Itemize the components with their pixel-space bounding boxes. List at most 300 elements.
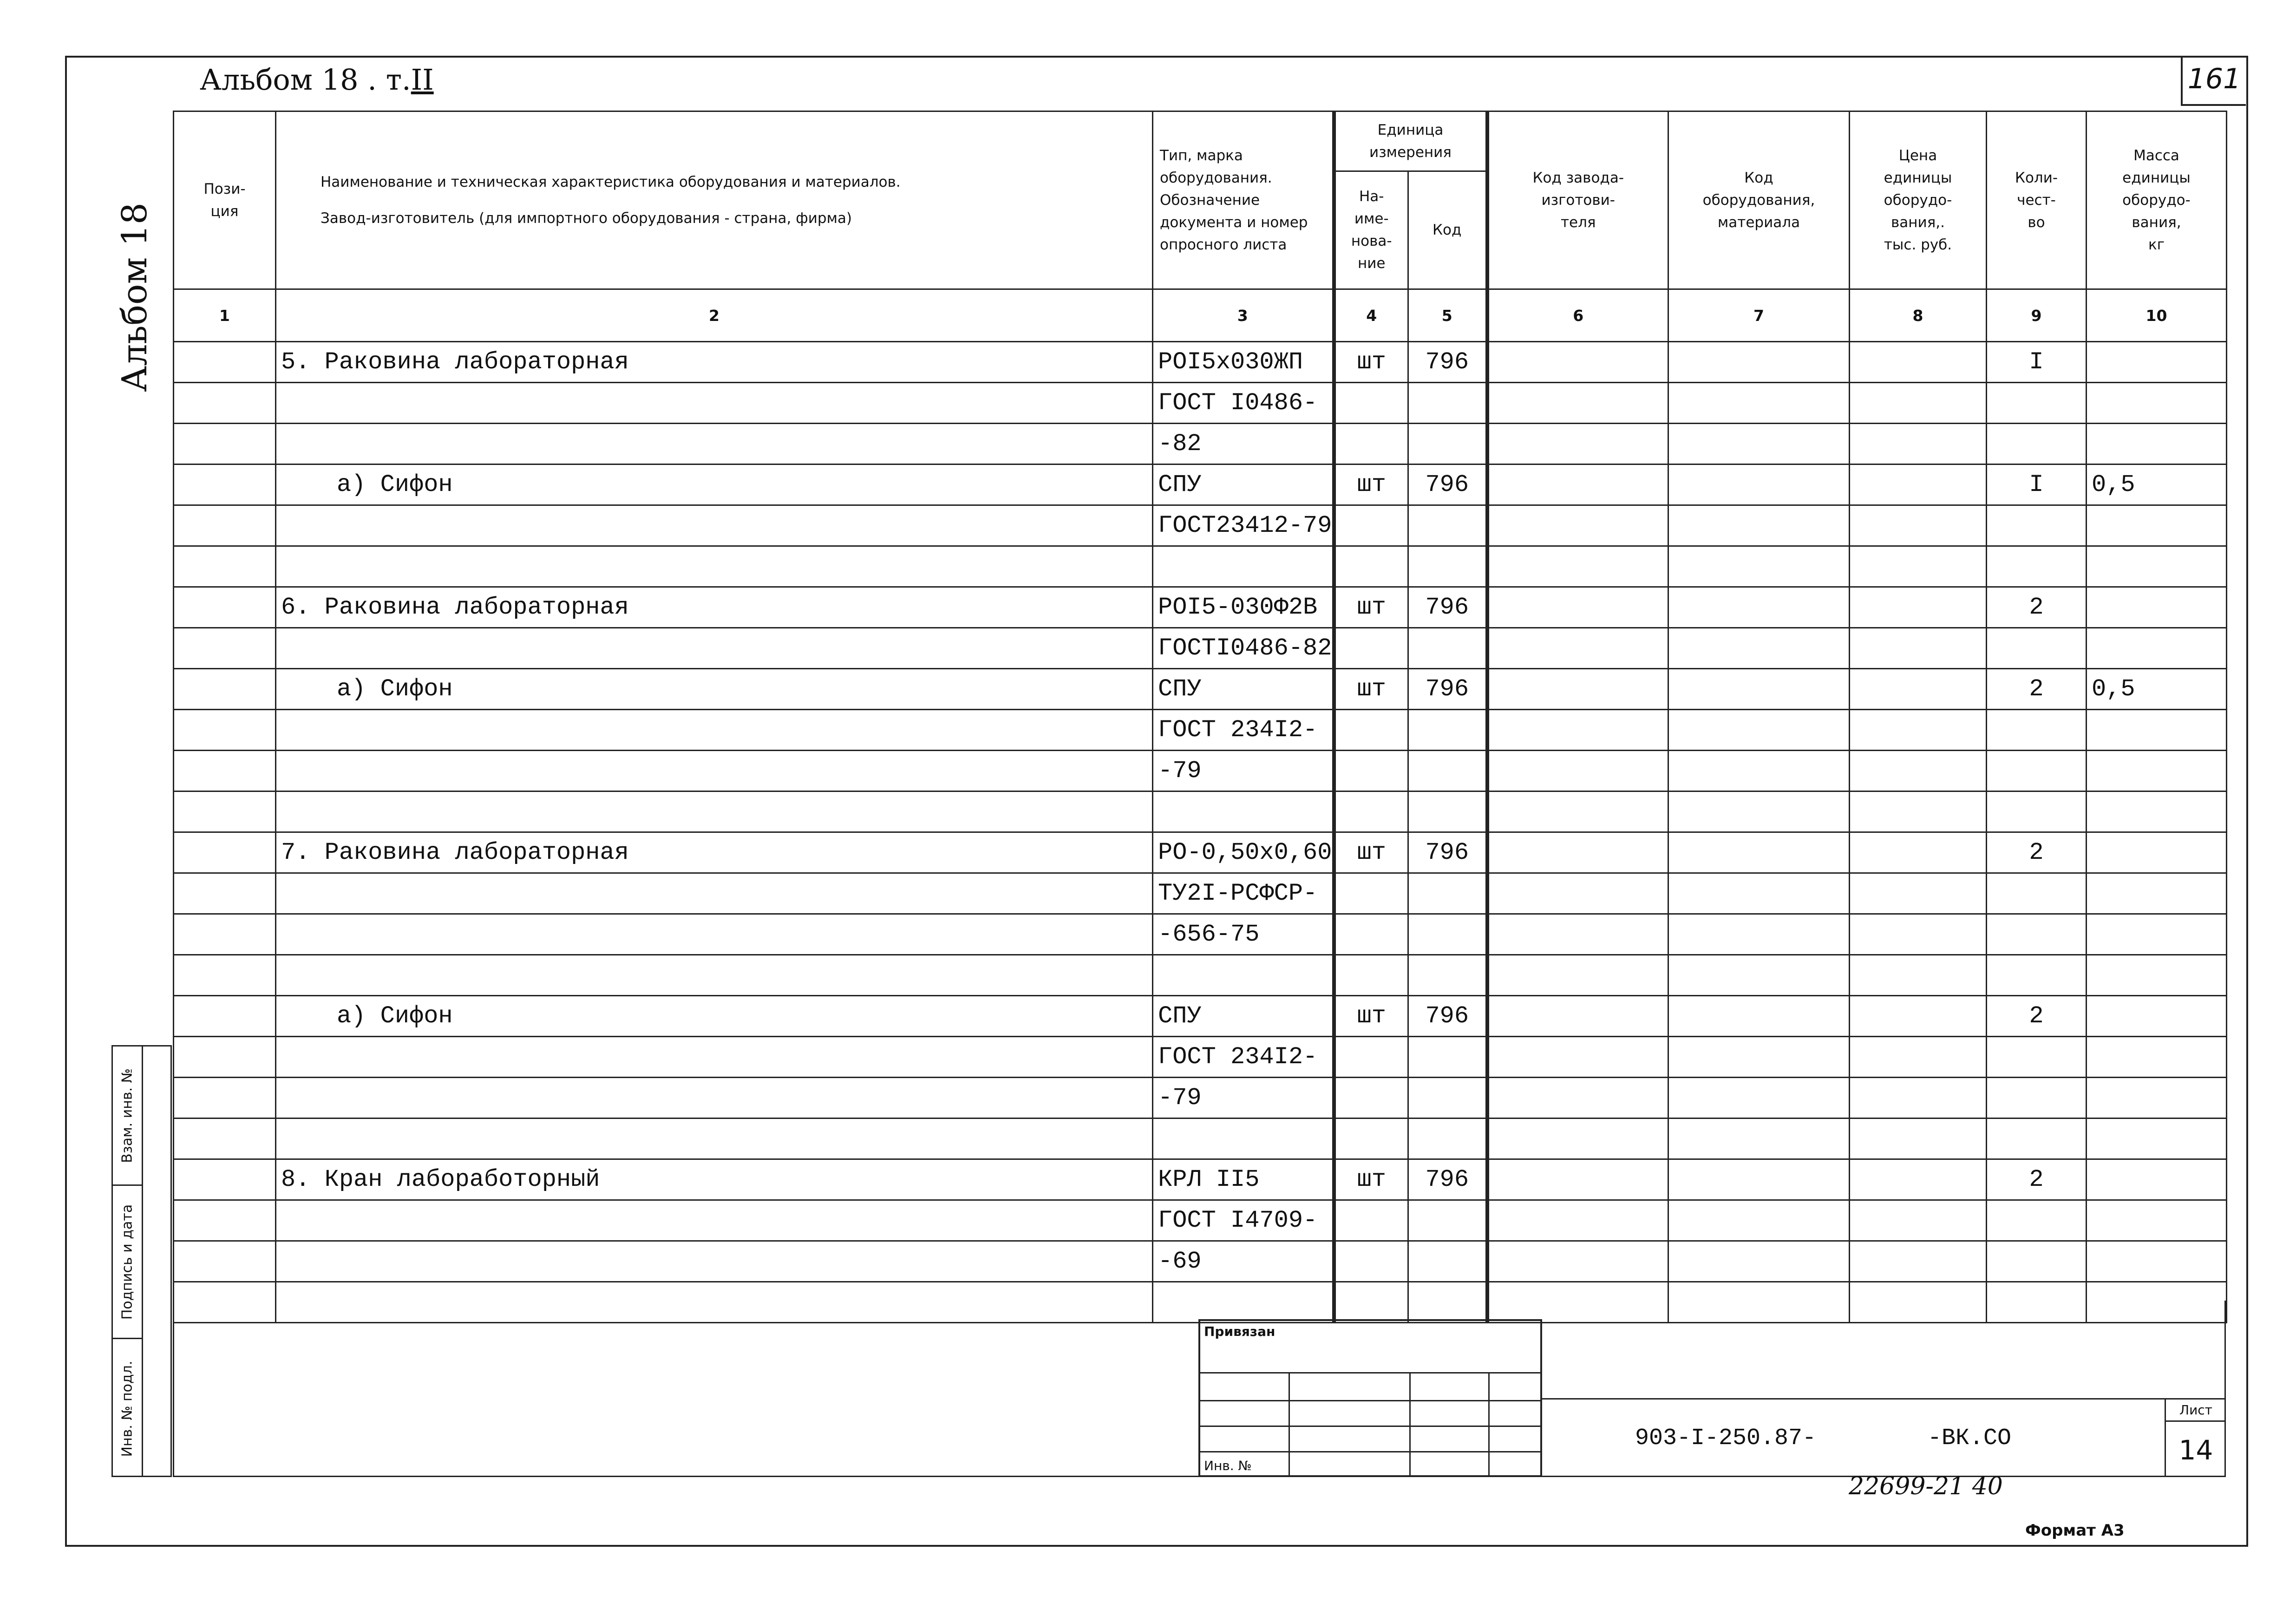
cell-type: -69 (1153, 1241, 1334, 1282)
cell-equipment-code (1668, 751, 1850, 791)
cell-position (174, 873, 276, 914)
cell-mass (2087, 955, 2227, 996)
cell-quantity (1987, 914, 2087, 955)
cell-equipment-code (1668, 955, 1850, 996)
cell-mass (2087, 873, 2227, 914)
cell-price (1850, 832, 1987, 873)
cell-mass (2087, 1037, 2227, 1078)
side-stamp-inv (113, 1339, 142, 1478)
cell-mass (2087, 505, 2227, 546)
cell-factory-code (1487, 628, 1668, 669)
cell-name (276, 873, 1153, 914)
col-num-3: 3 (1153, 289, 1334, 342)
cell-position (174, 710, 276, 751)
cell-price (1850, 342, 1987, 383)
cell-unit-name (1334, 873, 1408, 914)
cell-price (1850, 1078, 1987, 1118)
cell-unit-code (1408, 873, 1487, 914)
table-row (174, 669, 2227, 710)
cell-quantity: 2 (1987, 1159, 2087, 1200)
cell-equipment-code (1668, 546, 1850, 587)
side-album-text: Альбом 18 (115, 203, 155, 392)
cell-position (174, 669, 276, 710)
cell-unit-code (1408, 546, 1487, 587)
cell-unit-code: 796 (1408, 832, 1487, 873)
cell-price (1850, 546, 1987, 587)
cell-type (1153, 1118, 1334, 1159)
cell-name (276, 424, 1153, 464)
cell-price (1850, 1241, 1987, 1282)
list-box (2165, 1398, 2226, 1477)
format-label: Формат А3 (2025, 1521, 2125, 1540)
list-label: Лист (2166, 1402, 2226, 1422)
cell-equipment-code (1668, 791, 1850, 832)
cell-factory-code (1487, 505, 1668, 546)
cell-position (174, 342, 276, 383)
cell-factory-code (1487, 914, 1668, 955)
table-row (174, 628, 2227, 669)
cell-name (276, 1037, 1153, 1078)
cell-position (174, 1037, 276, 1078)
header-quantity: Коли- чест- во (1987, 111, 2087, 289)
cell-unit-name (1334, 1241, 1408, 1282)
table-row (174, 505, 2227, 546)
cell-unit-name (1334, 1200, 1408, 1241)
cell-type: ГОСТ23412-79 (1153, 505, 1334, 546)
cell-equipment-code (1668, 587, 1850, 628)
header-factory-code: Код завода- изготови- теля (1487, 111, 1668, 289)
cell-unit-name: шт (1334, 464, 1408, 505)
cell-name (276, 505, 1153, 546)
cell-price (1850, 955, 1987, 996)
cell-name (276, 914, 1153, 955)
cell-name: а) Сифон (276, 996, 1153, 1037)
cell-position (174, 1159, 276, 1200)
cell-unit-code (1408, 710, 1487, 751)
cell-unit-name (1334, 383, 1408, 424)
table-row (174, 1159, 2227, 1200)
cell-quantity (1987, 1200, 2087, 1241)
cell-type: -656-75 (1153, 914, 1334, 955)
col-num-8: 8 (1850, 289, 1987, 342)
cell-type: -79 (1153, 751, 1334, 791)
cell-position (174, 1241, 276, 1282)
table-row (174, 791, 2227, 832)
header-type: Тип, марка оборудования. Обозначение документа и номер опросного листа (1153, 111, 1334, 289)
col-num-6: 6 (1487, 289, 1668, 342)
cell-position (174, 424, 276, 464)
table-row (174, 587, 2227, 628)
cell-factory-code (1487, 587, 1668, 628)
cell-position (174, 1200, 276, 1241)
col-num-2: 2 (276, 289, 1153, 342)
cell-unit-code (1408, 1037, 1487, 1078)
cell-position (174, 955, 276, 996)
cell-price (1850, 587, 1987, 628)
cell-unit-name (1334, 424, 1408, 464)
cell-equipment-code (1668, 914, 1850, 955)
cell-unit-code: 796 (1408, 996, 1487, 1037)
cell-unit-code (1408, 1078, 1487, 1118)
cell-equipment-code (1668, 669, 1850, 710)
side-stamp-inv-text: Инв. № подл. (119, 1360, 136, 1457)
cell-type: СПУ (1153, 464, 1334, 505)
cell-name: 8. Кран лабоработорный (276, 1159, 1153, 1200)
cell-type (1153, 546, 1334, 587)
cell-unit-name: шт (1334, 996, 1408, 1037)
cell-type (1153, 955, 1334, 996)
col-num-7: 7 (1668, 289, 1850, 342)
cell-factory-code (1487, 1118, 1668, 1159)
cell-unit-code (1408, 505, 1487, 546)
cell-unit-name: шт (1334, 587, 1408, 628)
cell-position (174, 791, 276, 832)
col-num-9: 9 (1987, 289, 2087, 342)
cell-quantity (1987, 546, 2087, 587)
cell-factory-code (1487, 1200, 1668, 1241)
cell-unit-code: 796 (1408, 464, 1487, 505)
cell-factory-code (1487, 1241, 1668, 1282)
cell-type: ГОСТI0486-82 (1153, 628, 1334, 669)
cell-type: -79 (1153, 1078, 1334, 1118)
col-num-4: 4 (1334, 289, 1408, 342)
cell-price (1850, 383, 1987, 424)
cell-unit-code: 796 (1408, 587, 1487, 628)
registration-number: 22699-21 40 (1849, 1472, 2003, 1500)
cell-equipment-code (1668, 1037, 1850, 1078)
cell-mass (2087, 1078, 2227, 1118)
cell-name (276, 1118, 1153, 1159)
cell-type: СПУ (1153, 996, 1334, 1037)
cell-unit-code: 796 (1408, 342, 1487, 383)
cell-unit-name (1334, 751, 1408, 791)
cell-equipment-code (1668, 1200, 1850, 1241)
cell-price (1850, 1037, 1987, 1078)
cell-unit-code (1408, 914, 1487, 955)
cell-equipment-code (1668, 628, 1850, 669)
cell-factory-code (1487, 342, 1668, 383)
table-row (174, 996, 2227, 1037)
cell-factory-code (1487, 832, 1668, 873)
cell-mass: 0,5 (2087, 669, 2227, 710)
cell-mass (2087, 424, 2227, 464)
cell-unit-name (1334, 914, 1408, 955)
cell-price (1850, 669, 1987, 710)
header-unit-name: На- име- нова- ние (1334, 171, 1408, 289)
header-position: Пози- ция (174, 111, 276, 289)
cell-equipment-code (1668, 710, 1850, 751)
cell-name (276, 751, 1153, 791)
cell-factory-code (1487, 955, 1668, 996)
cell-factory-code (1487, 791, 1668, 832)
cell-type: РО-0,50х0,60 (1153, 832, 1334, 873)
cell-price (1850, 996, 1987, 1037)
cell-mass (2087, 832, 2227, 873)
header-name-line2: Завод-изготовитель (для импортного оборудования - страна, фирма) (321, 210, 852, 227)
document-code-left: 903-I-250.87- (1635, 1425, 1817, 1452)
cell-equipment-code (1668, 1241, 1850, 1282)
equipment-table (173, 111, 2227, 1323)
table-body (174, 342, 2227, 1323)
cell-name: 6. Раковина лабораторная (276, 587, 1153, 628)
cell-quantity: I (1987, 342, 2087, 383)
side-stamp-vzam-text: Взам. инв. № (119, 1068, 136, 1163)
cell-factory-code (1487, 464, 1668, 505)
cell-factory-code (1487, 383, 1668, 424)
side-stamp-vzam (113, 1047, 142, 1186)
cell-price (1850, 710, 1987, 751)
cell-quantity (1987, 1037, 2087, 1078)
side-album-label (98, 204, 172, 390)
cell-type: РОI5х030ЖП (1153, 342, 1334, 383)
table-row (174, 1200, 2227, 1241)
cell-mass (2087, 1200, 2227, 1241)
cell-factory-code (1487, 996, 1668, 1037)
table-row (174, 424, 2227, 464)
cell-mass (2087, 914, 2227, 955)
cell-name (276, 791, 1153, 832)
cell-factory-code (1487, 710, 1668, 751)
table-row (174, 342, 2227, 383)
cell-unit-name (1334, 710, 1408, 751)
document-code-box (1542, 1398, 2174, 1477)
cell-equipment-code (1668, 832, 1850, 873)
cell-quantity (1987, 1241, 2087, 1282)
cell-price (1850, 505, 1987, 546)
cell-unit-name (1334, 546, 1408, 587)
priv-vline (1409, 1372, 1411, 1475)
cell-price (1850, 791, 1987, 832)
cell-factory-code (1487, 669, 1668, 710)
cell-price (1850, 1118, 1987, 1159)
cell-price (1850, 628, 1987, 669)
cell-name (276, 383, 1153, 424)
cell-quantity: I (1987, 464, 2087, 505)
table-row (174, 710, 2227, 751)
cell-type: КРЛ II5 (1153, 1159, 1334, 1200)
cell-type: ТУ2I-РСФСР- (1153, 873, 1334, 914)
cell-unit-name (1334, 1037, 1408, 1078)
header-name (276, 111, 1153, 289)
cell-unit-code (1408, 383, 1487, 424)
cell-factory-code (1487, 1159, 1668, 1200)
cell-factory-code (1487, 751, 1668, 791)
header-price: Цена единицы оборудо- вания,. тыс. руб. (1850, 111, 1987, 289)
cell-position (174, 383, 276, 424)
cell-unit-code (1408, 424, 1487, 464)
header-unit-group: Единица измерения (1334, 111, 1487, 171)
cell-quantity (1987, 791, 2087, 832)
cell-type (1153, 791, 1334, 832)
cell-quantity (1987, 1078, 2087, 1118)
cell-price (1850, 1159, 1987, 1200)
cell-mass (2087, 751, 2227, 791)
cell-position (174, 996, 276, 1037)
cell-mass (2087, 587, 2227, 628)
cell-position (174, 587, 276, 628)
header-name-line1: Наименование и техническая характеристика оборудования и материалов. (321, 173, 901, 190)
table-row (174, 873, 2227, 914)
cell-unit-code (1408, 751, 1487, 791)
cell-equipment-code (1668, 342, 1850, 383)
table-row (174, 1037, 2227, 1078)
cell-type: ГОСТ 234I2- (1153, 1037, 1334, 1078)
privyazan-label: Привязан (1204, 1324, 1276, 1339)
cell-name: а) Сифон (276, 464, 1153, 505)
cell-position (174, 628, 276, 669)
cell-position (174, 1078, 276, 1118)
cell-equipment-code (1668, 505, 1850, 546)
cell-name (276, 1241, 1153, 1282)
cell-quantity (1987, 424, 2087, 464)
cell-name (276, 546, 1153, 587)
cell-quantity: 2 (1987, 669, 2087, 710)
cell-equipment-code (1668, 383, 1850, 424)
cell-factory-code (1487, 873, 1668, 914)
document-code-right: -ВК.СО (1928, 1425, 2012, 1452)
side-stamp-podpis-text: Подпись и дата (119, 1204, 136, 1320)
cell-position (174, 832, 276, 873)
col-num-5: 5 (1408, 289, 1487, 342)
cell-equipment-code (1668, 1159, 1850, 1200)
album-title (200, 63, 434, 97)
cell-unit-code (1408, 955, 1487, 996)
cell-name (276, 1078, 1153, 1118)
column-number-row (174, 289, 2227, 342)
cell-type: ГОСТ I4709- (1153, 1200, 1334, 1241)
cell-unit-name: шт (1334, 832, 1408, 873)
cell-equipment-code (1668, 1118, 1850, 1159)
album-title-text: Альбом 18 . т. (200, 63, 411, 97)
cell-mass (2087, 628, 2227, 669)
cell-mass (2087, 1118, 2227, 1159)
cell-type: -82 (1153, 424, 1334, 464)
sheet-number: 161 (2181, 56, 2246, 106)
cell-type: СПУ (1153, 669, 1334, 710)
cell-quantity (1987, 505, 2087, 546)
cell-type: ГОСТ I0486- (1153, 383, 1334, 424)
table-row (174, 1118, 2227, 1159)
cell-mass (2087, 546, 2227, 587)
header-unit-code: Код (1408, 171, 1487, 289)
cell-name: 5. Раковина лабораторная (276, 342, 1153, 383)
cell-quantity (1987, 1118, 2087, 1159)
cell-unit-name: шт (1334, 1159, 1408, 1200)
cell-type: ГОСТ 234I2- (1153, 710, 1334, 751)
cell-unit-name: шт (1334, 342, 1408, 383)
cell-mass: 0,5 (2087, 464, 2227, 505)
cell-mass (2087, 1159, 2227, 1200)
cell-price (1850, 873, 1987, 914)
cell-equipment-code (1668, 424, 1850, 464)
cell-unit-name (1334, 1078, 1408, 1118)
cell-mass (2087, 791, 2227, 832)
cell-equipment-code (1668, 996, 1850, 1037)
cell-factory-code (1487, 1037, 1668, 1078)
cell-mass (2087, 1241, 2227, 1282)
cell-type: РОI5-030Ф2В (1153, 587, 1334, 628)
cell-quantity: 2 (1987, 587, 2087, 628)
cell-position (174, 505, 276, 546)
col-num-10: 10 (2087, 289, 2227, 342)
cell-name: а) Сифон (276, 669, 1153, 710)
cell-quantity (1987, 710, 2087, 751)
cell-unit-name (1334, 791, 1408, 832)
cell-position (174, 751, 276, 791)
cell-quantity: 2 (1987, 996, 2087, 1037)
cell-price (1850, 751, 1987, 791)
cell-unit-name (1334, 955, 1408, 996)
privyazan-block (1198, 1319, 1542, 1477)
priv-vline (1488, 1372, 1490, 1475)
side-stamp-podpis (113, 1186, 142, 1339)
cell-unit-code (1408, 791, 1487, 832)
cell-position (174, 914, 276, 955)
header-equipment-code: Код оборудования, материала (1668, 111, 1850, 289)
table-row (174, 832, 2227, 873)
cell-unit-name: шт (1334, 669, 1408, 710)
cell-price (1850, 424, 1987, 464)
cell-equipment-code (1668, 1078, 1850, 1118)
cell-quantity (1987, 383, 2087, 424)
priv-vline (1289, 1372, 1290, 1475)
table-row (174, 1078, 2227, 1118)
album-volume: II (411, 63, 434, 97)
cell-name: 7. Раковина лабораторная (276, 832, 1153, 873)
table-row (174, 914, 2227, 955)
header-mass: Масса единицы оборудо- вания, кг (2087, 111, 2227, 289)
cell-unit-code (1408, 1118, 1487, 1159)
cell-name (276, 1200, 1153, 1241)
cell-unit-code: 796 (1408, 1159, 1487, 1200)
col-num-1: 1 (174, 289, 276, 342)
cell-unit-name (1334, 1118, 1408, 1159)
cell-factory-code (1487, 546, 1668, 587)
cell-mass (2087, 710, 2227, 751)
table-row (174, 751, 2227, 791)
cell-unit-code (1408, 628, 1487, 669)
inv-no-label: Инв. № (1204, 1458, 1252, 1473)
side-stamp (111, 1045, 172, 1477)
cell-quantity (1987, 955, 2087, 996)
table-row (174, 1241, 2227, 1282)
cell-mass (2087, 342, 2227, 383)
cell-name (276, 955, 1153, 996)
cell-quantity (1987, 751, 2087, 791)
cell-unit-name (1334, 505, 1408, 546)
cell-mass (2087, 383, 2227, 424)
cell-mass (2087, 996, 2227, 1037)
table-row (174, 383, 2227, 424)
table-row (174, 464, 2227, 505)
list-number: 14 (2178, 1434, 2213, 1466)
cell-position (174, 1118, 276, 1159)
cell-unit-code: 796 (1408, 669, 1487, 710)
cell-position (174, 546, 276, 587)
cell-unit-code (1408, 1200, 1487, 1241)
cell-price (1850, 1200, 1987, 1241)
table-row (174, 955, 2227, 996)
cell-position (174, 464, 276, 505)
cell-equipment-code (1668, 873, 1850, 914)
cell-name (276, 710, 1153, 751)
side-stamp-divider (142, 1047, 143, 1476)
cell-factory-code (1487, 424, 1668, 464)
cell-factory-code (1487, 1078, 1668, 1118)
cell-price (1850, 914, 1987, 955)
cell-equipment-code (1668, 464, 1850, 505)
cell-quantity: 2 (1987, 832, 2087, 873)
